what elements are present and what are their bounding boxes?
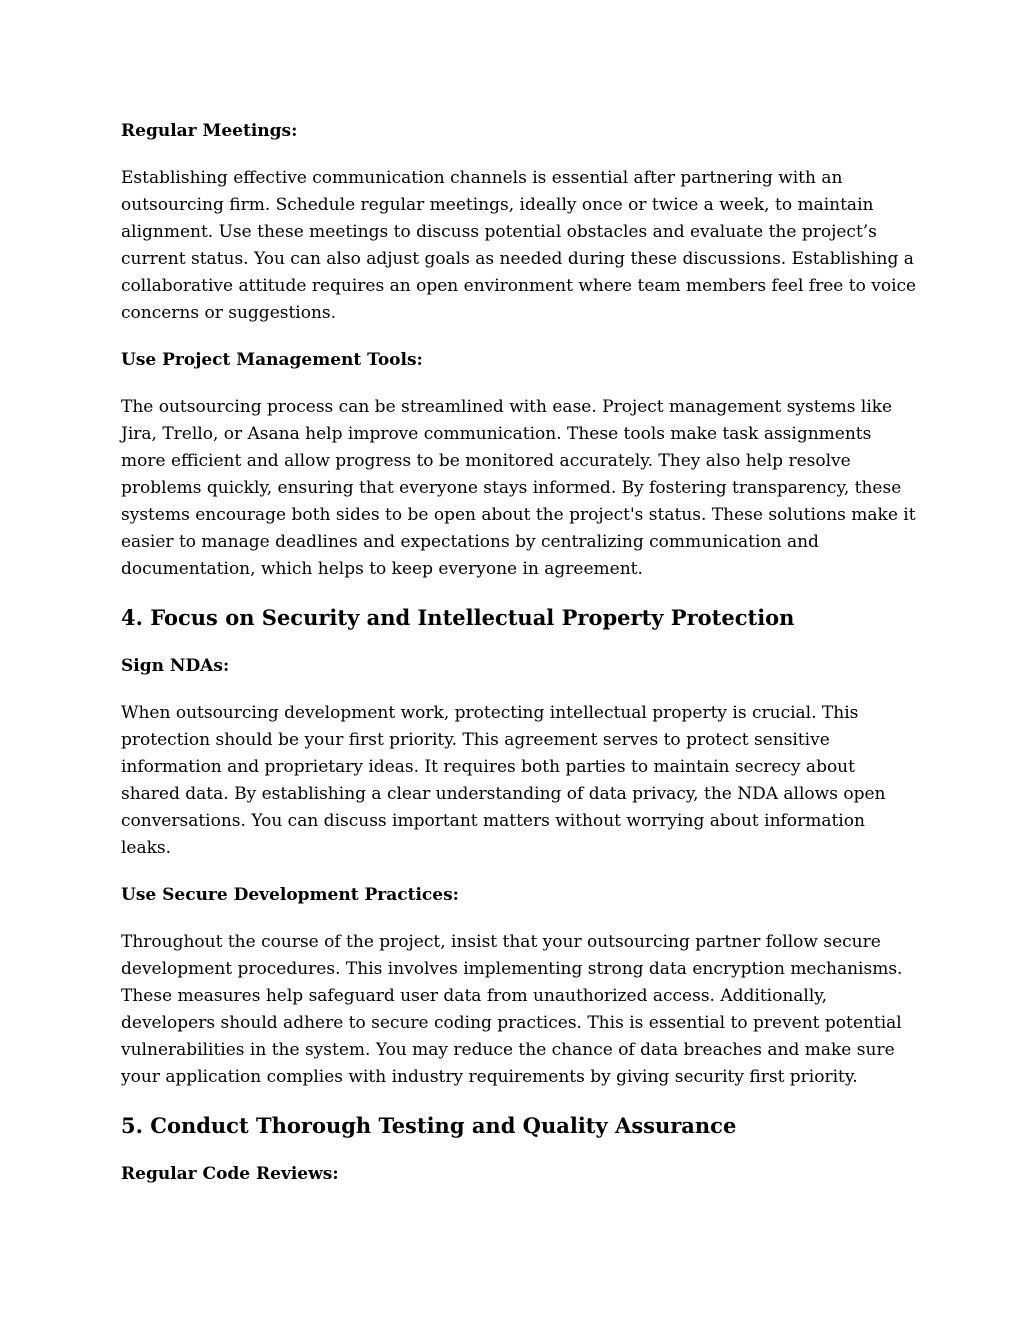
paragraph-regular-meetings — [121, 165, 917, 327]
text-line: alignment. Use these meetings to discuss potential obstacles and evaluate the project’s — [121, 222, 877, 242]
text-line: easier to manage deadlines and expectations by centralizing communication and — [121, 532, 819, 552]
text-line: information and proprietary ideas. It requires both parties to maintain secrecy about — [121, 757, 855, 777]
section-heading-security: 4. Focus on Security and Intellectual Property Protection — [121, 605, 795, 630]
text-line: outsourcing firm. Schedule regular meetings, ideally once or twice a week, to maintain — [121, 195, 874, 215]
text-line: more efficient and allow progress to be monitored accurately. They also help resolve — [121, 451, 851, 471]
text-line: Jira, Trello, or Asana help improve communication. These tools make task assignments — [121, 424, 872, 444]
text-line: Establishing effective communication channels is essential after partnering with an — [121, 168, 843, 188]
subheading-regular-code-reviews: Regular Code Reviews: — [121, 1164, 339, 1184]
subheading-project-management-tools: Use Project Management Tools: — [121, 350, 423, 370]
text-line: developers should adhere to secure coding practices. This is essential to prevent potential — [121, 1013, 902, 1033]
text-line: problems quickly, ensuring that everyone stays informed. By fostering transparency, these — [121, 478, 902, 498]
text-line: These measures help safeguard user data from unauthorized access. Additionally, — [121, 986, 828, 1006]
text-line: concerns or suggestions. — [121, 303, 337, 323]
subheading-sign-ndas: Sign NDAs: — [121, 656, 230, 676]
text-line: conversations. You can discuss important matters without worrying about information — [121, 811, 865, 831]
text-line: The outsourcing process can be streamlined with ease. Project management systems like — [121, 397, 893, 417]
section-heading-testing: 5. Conduct Thorough Testing and Quality Assurance — [121, 1113, 737, 1138]
text-line: current status. You can also adjust goals as needed during these discussions. Establishing a — [121, 249, 914, 269]
text-line: development procedures. This involves implementing strong data encryption mechanisms. — [121, 959, 903, 979]
text-line: leaks. — [121, 838, 172, 858]
text-line: collaborative attitude requires an open environment where team members feel free to voice — [121, 276, 917, 296]
text-line: shared data. By establishing a clear understanding of data privacy, the NDA allows open — [121, 784, 886, 804]
text-line: systems encourage both sides to be open about the project's status. These solutions make it — [121, 505, 916, 525]
text-line: documentation, which helps to keep everyone in agreement. — [121, 559, 643, 579]
document-page — [121, 118, 917, 1208]
paragraph-secure-development — [121, 929, 911, 1091]
paragraph-sign-ndas — [121, 700, 911, 862]
text-line: Throughout the course of the project, insist that your outsourcing partner follow secure — [121, 932, 881, 952]
subheading-secure-development: Use Secure Development Practices: — [121, 885, 459, 905]
text-line: When outsourcing development work, protecting intellectual property is crucial. This — [121, 703, 859, 723]
text-line: your application complies with industry requirements by giving security first priority. — [121, 1067, 858, 1087]
text-line: protection should be your first priority. This agreement serves to protect sensitive — [121, 730, 830, 750]
paragraph-project-management-tools — [121, 394, 916, 583]
text-line: vulnerabilities in the system. You may reduce the chance of data breaches and make sure — [121, 1040, 895, 1060]
subheading-regular-meetings: Regular Meetings: — [121, 121, 298, 141]
